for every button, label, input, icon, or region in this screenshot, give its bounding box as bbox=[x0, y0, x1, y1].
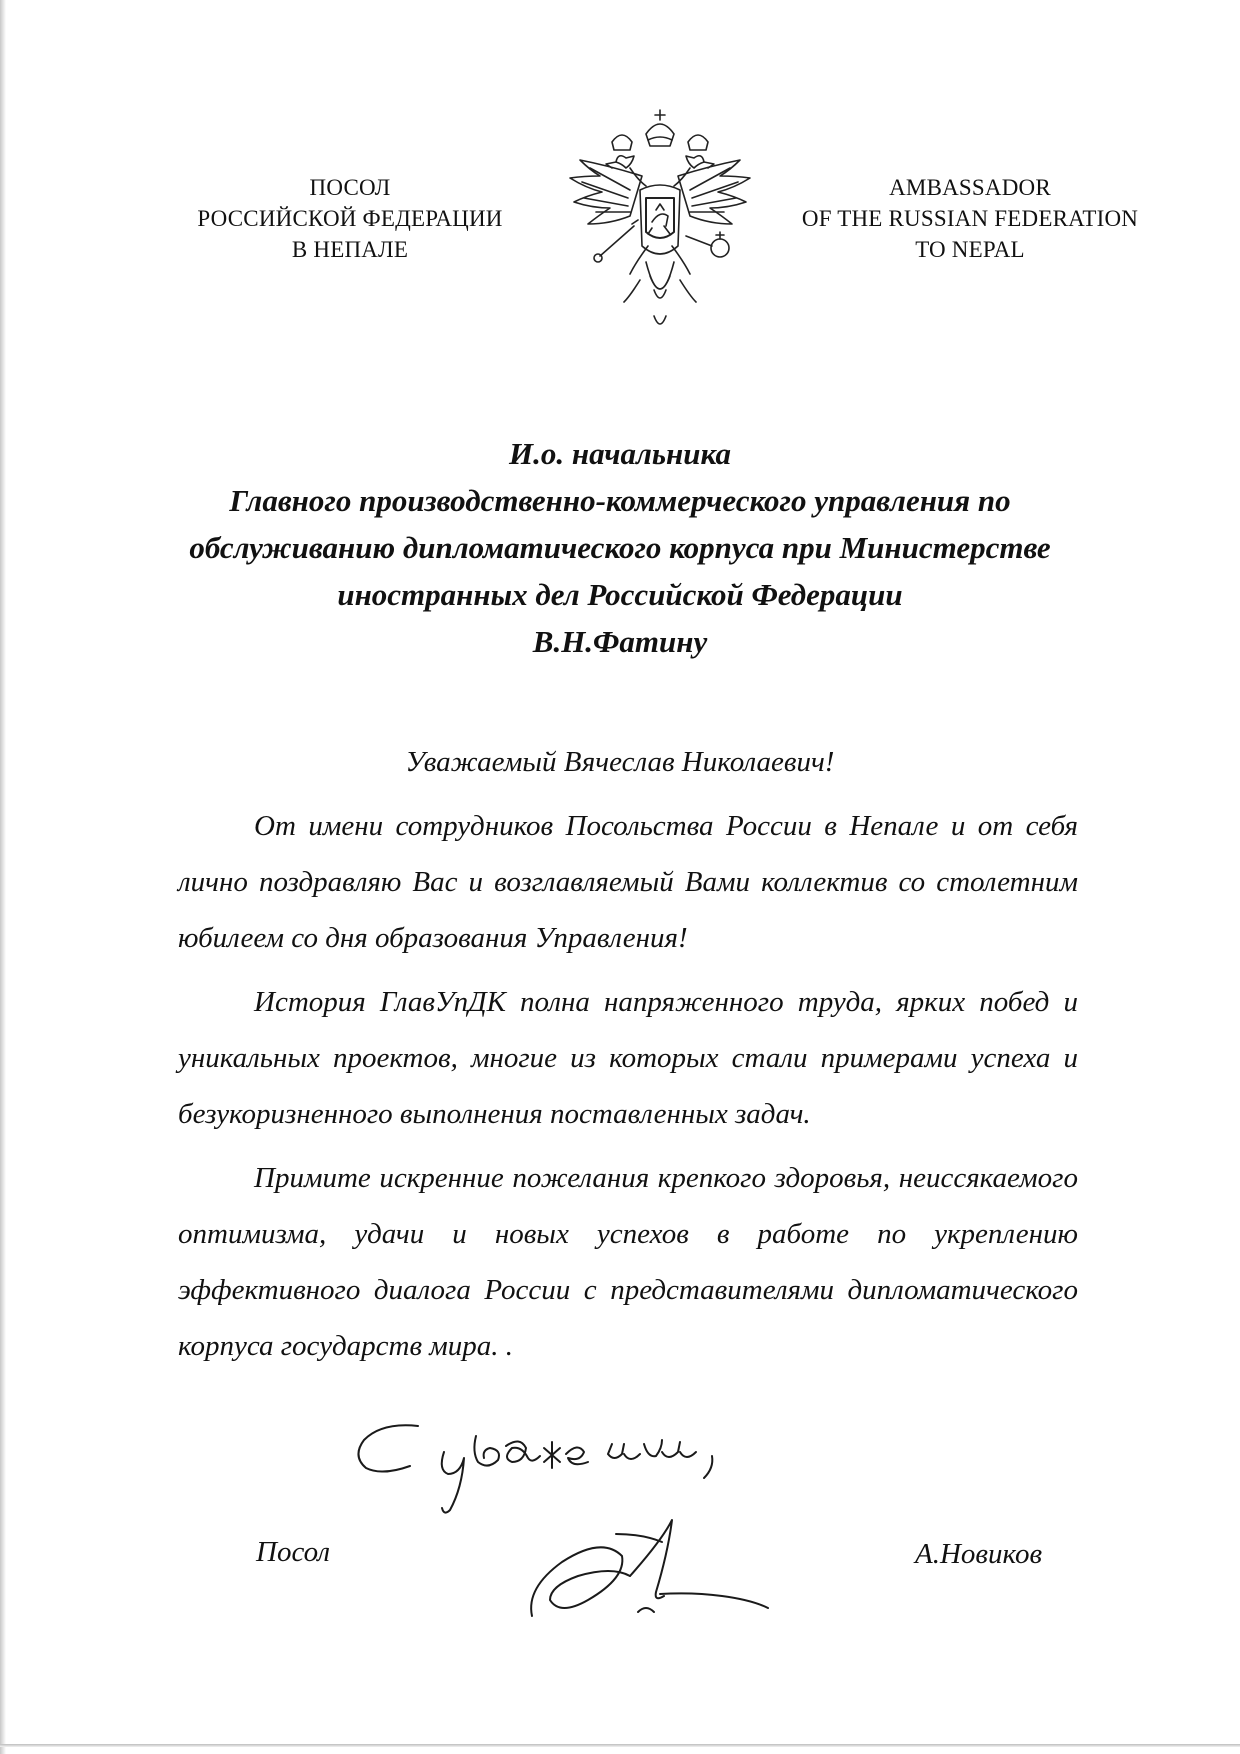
header-left-russian bbox=[160, 172, 540, 265]
header-right-line: TO NEPAL bbox=[915, 237, 1025, 262]
header-left-line: ПОСОЛ bbox=[309, 175, 391, 200]
addressee-line: обслуживанию дипломатического корпуса при Министерстве bbox=[189, 530, 1051, 565]
addressee-line: Главного производственно-коммерческого управления по bbox=[229, 483, 1011, 518]
letter-body bbox=[178, 798, 1078, 1382]
header-right-english bbox=[780, 172, 1160, 265]
scan-edge-shadow bbox=[0, 0, 6, 1754]
signatory-name: А.Новиков bbox=[915, 1538, 1043, 1570]
header-right-line: OF THE RUSSIAN FEDERATION bbox=[801, 206, 1139, 231]
header-left-line: РОССИЙСКОЙ ФЕДЕРАЦИИ bbox=[197, 206, 503, 231]
addressee-line: иностранных дел Российской Федерации bbox=[337, 577, 903, 612]
double-headed-eagle-coat-of-arms-icon bbox=[560, 106, 760, 336]
addressee-block bbox=[120, 430, 1120, 665]
handwritten-closing bbox=[352, 1418, 872, 1518]
scan-bottom-edge bbox=[0, 1744, 1240, 1747]
header-right-line: AMBASSADOR bbox=[889, 175, 1051, 200]
salutation: Уважаемый Вячеслав Николаевич! bbox=[405, 746, 835, 778]
addressee-line: И.о. начальника bbox=[509, 436, 731, 471]
header-left-line: В НЕПАЛЕ bbox=[291, 237, 409, 262]
letter-paragraph: История ГлавУпДК полна напряженного труда, ярких побед и уникальных проектов, многие из которых стали примерами успеха и безукоризненного выполнения поставленных задач. bbox=[178, 986, 1078, 1130]
letter-paragraph: От имени сотрудников Посольства России в Непале и от себя лично поздравляю Вас и возглавляемый Вами коллектив со столетним юбилеем со дня образования Управления! bbox=[178, 810, 1078, 954]
letter-paragraph: Примите искренние пожелания крепкого здоровья, неиссякаемого оптимизма, удачи и новых успехов в работе по укреплению эффективного диалога России с представителями дипломатического корпуса государств мира. . bbox=[178, 1162, 1078, 1362]
handwritten-signature bbox=[522, 1512, 772, 1632]
signatory-position: Посол bbox=[256, 1536, 331, 1568]
addressee-name: В.Н.Фатину bbox=[532, 624, 708, 659]
